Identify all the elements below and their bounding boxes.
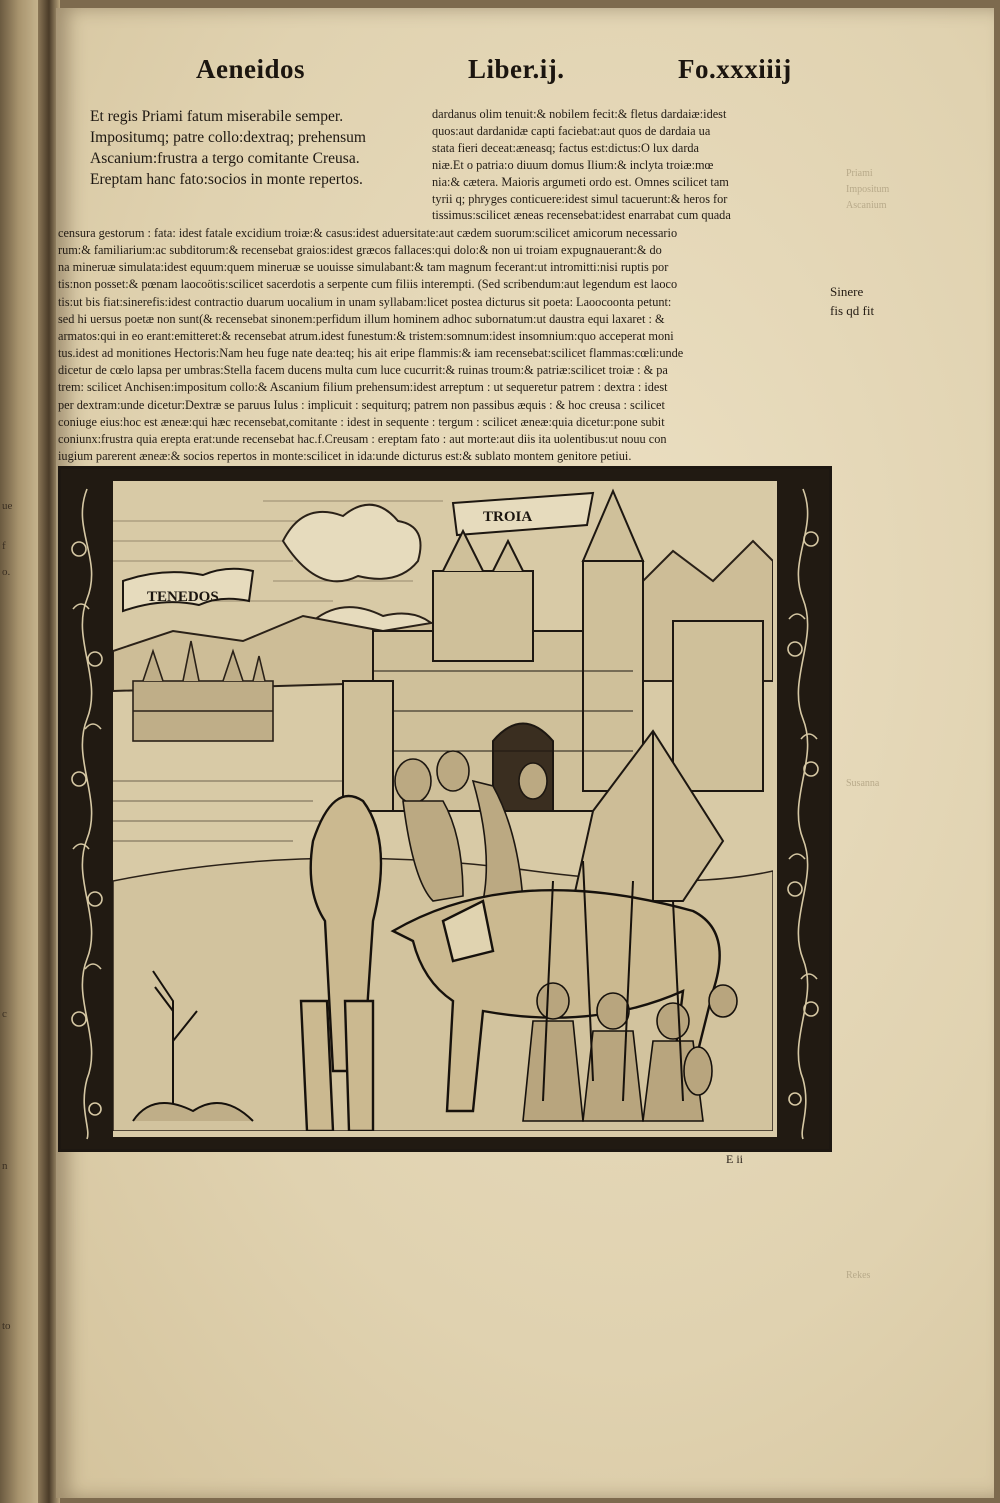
commentary-line: dardanus olim tenuit:& nobilem fecit:& fletus dardaiæ:idest [432,107,727,121]
facing-page-fragment: f [2,540,6,552]
printer-signature: E ii [726,1152,743,1166]
facing-page-fragment: ue [2,500,13,512]
woodcut-border-left [61,469,113,1149]
marginal-note [830,282,874,320]
bleed-through-text: Susanna [846,778,880,789]
commentary-line: stata fieri deceat:æneasq; factus est:dictus:O lux darda [432,140,700,155]
commentary-line: iugium parerent æneæ:& socios repertos in monte:scilicet in ida:unde dicturus est:& sublato montem genitore petiui. [58,449,632,464]
facing-page-fragment: to [2,1320,11,1332]
commentary-line: per dextram:unde dicetur:Dextræ se paruus Iulus : implicuit : sequiturq; patrem non passibus æquis : & hoc creusa : scilicet [58,397,665,412]
commentary-line: censura gestorum : fata: idest fatale excidium troiæ:& casus:idest aduersitate:aut cædem suorum:scilicet amicorum necessario [58,226,678,240]
bleed-through-text: Rekes [846,1270,871,1281]
running-head-left: Aeneidos [196,54,306,84]
commentary-line: tis:ut bis fiat:sinerefis:idest contractio duarum uocalium in unam syllabam:licet postea dicturus sit poeta: Laoocoonta petunt: [58,294,672,309]
verse-line: Impositumq; patre collo:dextraq; prehensum [90,129,366,146]
commentary-line: tus.idest ad monitiones Hectoris:Nam heu fuge nate dea:teq; his ait eripe flammis:& iam recensebat:scilicet flammas:cœli:unde [58,346,684,361]
woodcut-border-right [777,469,829,1149]
verse-line: Ascanium:frustra a tergo comitante Creusa. [90,150,360,167]
woodcut-scene [113,481,773,1131]
commentary-column [432,106,827,224]
foliage-ornament-left [61,469,113,1143]
woodcut-border-bottom [61,1137,829,1149]
troia-banner-text: TROIA [483,509,533,525]
woodcut-illustration [58,466,832,1152]
bleed-through-text: Ascanium [846,200,887,211]
commentary-line: coniuge eius:hoc est æneæ:qui hæc recensebat,comitante : idest in sequente : tergum : scilicet æneæ:quia dicetur:pone subit [58,414,665,429]
commentary-line: na mineruæ simulata:idest equum:quem mineruæ se uouisse simulabant:& tam magnum fecerant:ut intromitti:nisi ruptis por [58,260,669,275]
marginal-note-line: fis qd fit [830,303,875,318]
verse-block [90,106,450,190]
commentary-line: tissimus:scilicet æneas recensebat:idest enarrabat cum quada [432,208,731,223]
commentary-line: tyrii q; phryges conticuere:idest simul tacuerunt:& heros for [432,191,728,206]
facing-page-fragment: o. [2,566,11,578]
commentary-line: rum:& familiarium:ac subditorum:& recensebat graios:idest græcos fallaces:qui dolo:& non ui troiam expugnauerant:& do [58,243,662,258]
folio-number: Fo.xxxiiij [678,54,792,84]
commentary-line: armatos:qui in eo erant:emitteret:& recensebat atrum.idest funestum:& tristem:somnum:idest insomnium:quo acceperat moni [58,328,674,343]
commentary-full-width [58,225,828,465]
bleed-through-text: Impositum [846,184,890,195]
commentary-line: niæ.Et o patria:o diuum domus Ilium:& inclyta troiæ:mœ [432,157,714,172]
foliage-ornament-right [777,469,829,1143]
commentary-line: quos:aut dardanidæ capti faciebat:aut quos de dardaia ua [432,123,711,138]
verse-line: Ereptam hanc fato:socios in monte repertos. [90,171,363,188]
woodcut-border-top [61,469,829,481]
running-head-center: Liber.ij. [468,54,565,84]
bleed-through-text: Priami [846,168,873,179]
commentary-line: nia:& cætera. Maioris argumeti ordo est. Omnes scilicet tam [432,174,729,189]
facing-page-fragment: c [2,1008,7,1020]
commentary-line: tis:non posset:& pœnam laocoötis:scilicet sacerdotis a serpente cum filiis interempti. (Sed scribendum:aut legendum est laoco [58,277,678,292]
book-page [56,8,994,1498]
commentary-line: sed hi uersus poetæ non sunt(& recensebat sinonem:perfidum illum hominem adhoc subornatum:ut daustra equi laxaret : & [58,311,665,326]
commentary-line: dicetur de cœlo lapsa per umbras:Stella facem ducens multa cum luce cucurrit:& ruinas troum:& patriæ:scilicet troiæ : & pa [58,363,668,378]
facing-page-fragment: n [2,1160,8,1172]
verse-line: Et regis Priami fatum miserabile semper. [90,108,344,125]
marginal-note-line: Sinere [830,284,864,299]
commentary-line: trem: scilicet Anchisen:impositum collo:& Ascanium filium prehensum:idest arreptum : ut sequeretur patrem : dextra : idest [58,380,668,395]
commentary-line: coniunx:frustra quia erepta erat:unde recensebat hac.f.Creusam : ereptam fato : aut morte:aut diis ita uolentibus:ut nouu con [58,431,667,446]
facing-page-edge [0,0,42,1503]
tenedos-banner-text: TENEDOS [147,589,219,605]
